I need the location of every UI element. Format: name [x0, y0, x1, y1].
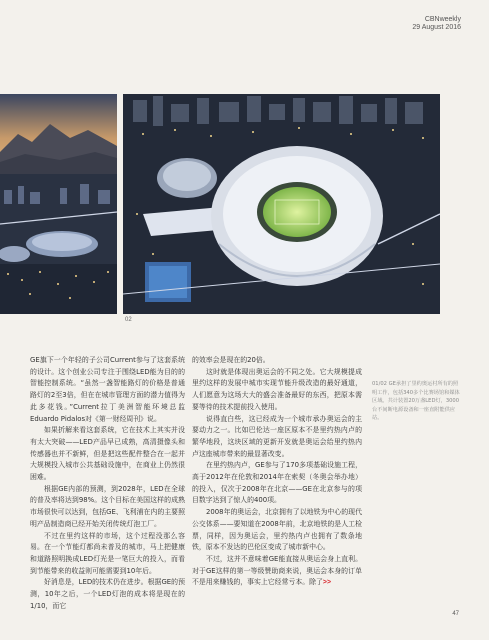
stadium-illustration — [123, 94, 440, 314]
page-number: 47 — [452, 611, 459, 617]
paragraph: 的效率会是现在的20倍。 — [192, 356, 270, 364]
paragraph: 如果折解来看这套系统，它在技术上其实并没有太大突破——LED产品早已成熟，高清摄像头和传感器也并不新鲜，但是把这些配件整合在一起并大规模投入城市公共基础设施中，在商业上仍然很困难。 — [30, 426, 185, 482]
article-column-2 — [192, 355, 362, 589]
paragraph: 根据GE内部的预测，到2028年，LED在全球的普及率将达到98%。这个目标在美国这样的成熟市场很快可以达到，包括GE、飞利浦在内的主要照明产品制造商已经开始关闭传统灯泡工厂。 — [30, 484, 185, 528]
photo-stadium-aerial — [123, 94, 440, 314]
photo-caption-number: 02 — [125, 317, 132, 323]
article-column-1 — [30, 355, 185, 612]
publication-name: CBNweekly — [424, 16, 461, 23]
paragraph: 这时就是体现出奥运会的不同之处。它大规模提成里约这样的发展中城市实现节能升级改造的最好通道，人们愿意为这场大大的盛会准备最好的东西，把原本需要等待的技术提前投入使用。 — [192, 367, 362, 411]
issue-date: 29 August 2016 — [412, 24, 461, 31]
paragraph — [192, 554, 362, 589]
paragraph: 在里约热内卢，GE参与了170多项基础设施工程，高于2012年在伦敦和2014年在索契（冬奥会举办地）的投入，仅次于2008年在北京——GE在北京参与的项目数字达到了惊人的400项。 — [192, 461, 362, 505]
paragraph: 不过在里约这样的市场，这个过程没那么容易。在一个节能灯都尚未普及的城市，马上把健康和道路照明换成LED灯光是一笔巨大的投入，而看到节能带来的收益则可能需要到10年后。 — [30, 531, 185, 575]
paragraph: 好消息是，LED的技术仍在进步。根据GE的预测，10年之后，一个LED灯泡的成本将是现在的1/10，而它 — [30, 578, 185, 610]
paragraph: 2008年的奥运会，北京拥有了以地铁为中心的现代公交体系——要知道在2008年前，北京地铁的是人工检票，同样，因为奥运会，里约热内卢也拥有了数条地铁，原本不发达的巴伦区变成了城市新中心。 — [192, 508, 362, 552]
page-header — [412, 16, 461, 32]
city-dusk-illustration — [0, 94, 117, 314]
paragraph: 说得直白些，这已经成为一个城市承办奥运会的主要动力之一。比如巴伦达一座区原本不是里约热内卢的繁华地段，这块区域的更新开发就是奥运会给里约热内卢这座城市带来的最显著改变。 — [192, 414, 362, 458]
photo-city-dusk — [0, 94, 117, 314]
continue-arrow: >> — [322, 579, 331, 587]
photo-sidenote: 01/02 GE承担了里约奥运村所有的照明工作，包括340多个比赛场馆和媒体区域。共计装置20万盏LED灯，3000台不间断电源设备和一座直附能供应站。 — [372, 381, 460, 422]
paragraph-text: 不过，这并不意味着GE能直接从奥运会身上直利。对于GE这样的第一等级赞助商来说，奥运会本身的订单不是用来赚钱的，事实上它经常亏本。除了 — [192, 554, 362, 587]
paragraph: GE旗下一个年轻的子公司Current参与了这套系统的设计。这个创业公司专注于围绕LED能为目的的智能控制系统。“虽然一盏智能路灯的价格是普通路灯的2至3倍，但在在城市管理方面的潜力值得为此多花钱。”Current拉丁美洲智能环境总监Eduardo Pidalos对《第一财经周刊》说。 — [30, 356, 185, 423]
